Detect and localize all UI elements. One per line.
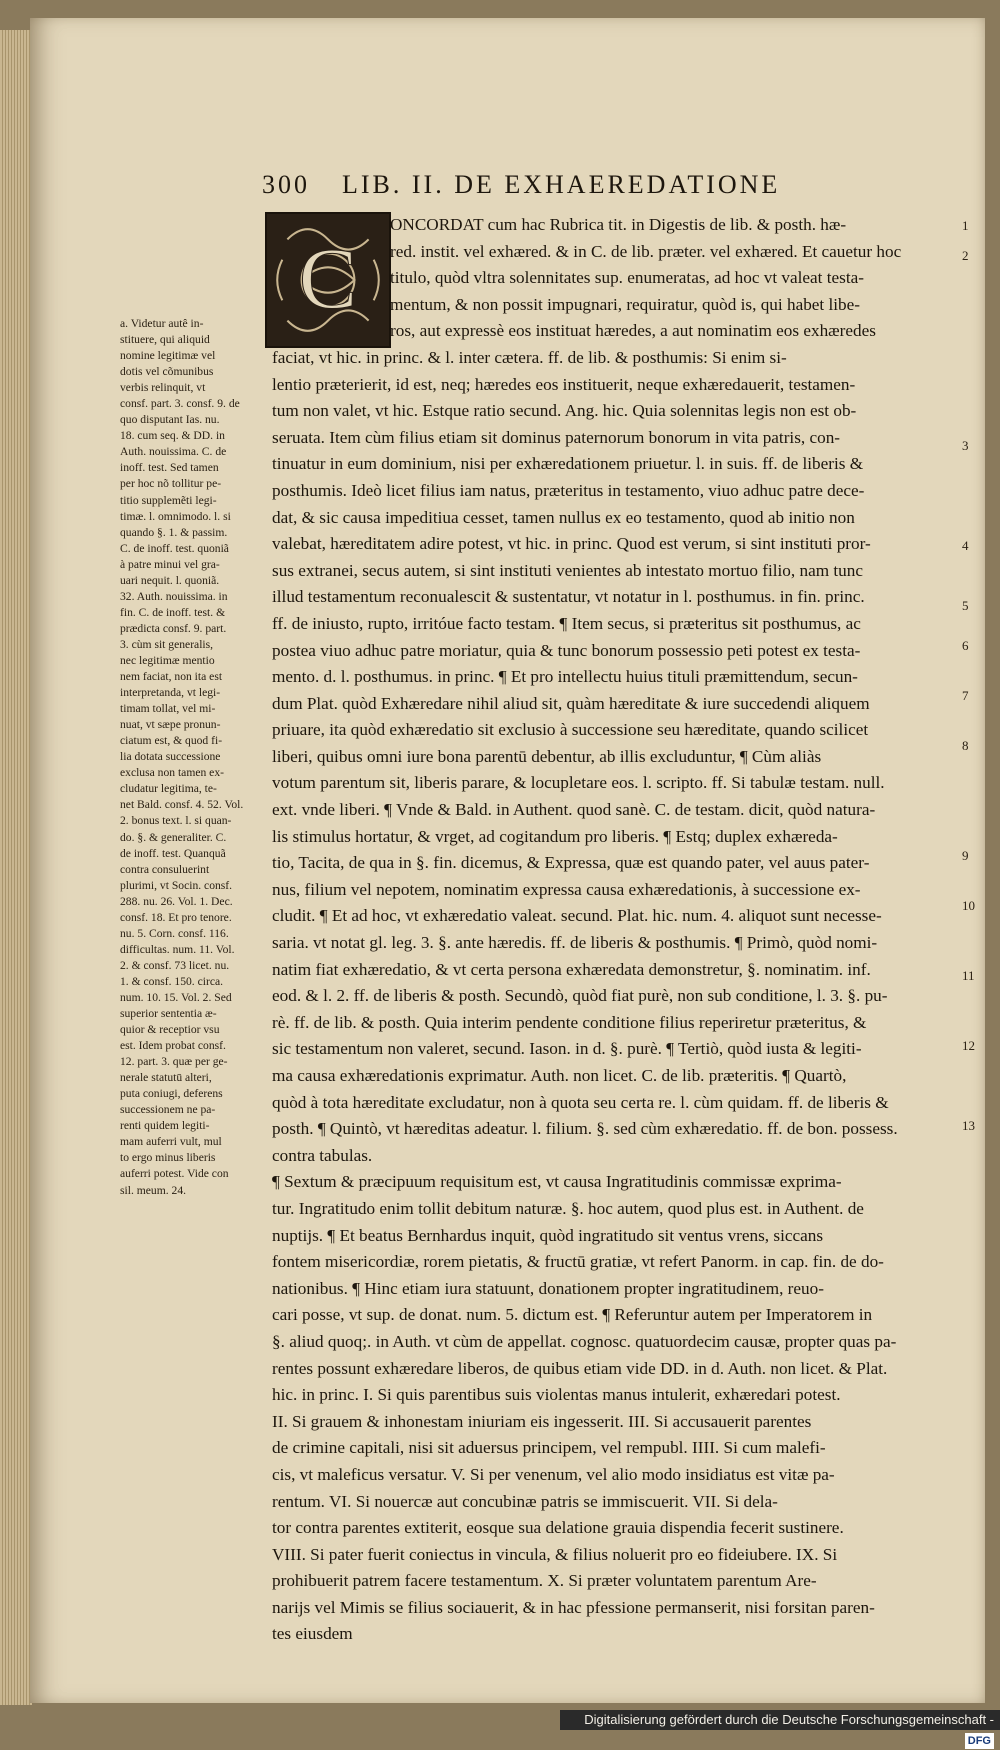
- margin-note-line: nem faciat, non ita est: [120, 670, 223, 684]
- text-line: seruata. Item cùm filius etiam sit dominus paternorum bonorum in vita patris, con-: [272, 427, 841, 447]
- text-line: priuare, ita quòd exhæredatio sit exclusio à successione seu hæreditate, quando scilicet: [272, 720, 869, 740]
- margin-note-line: renti quidem legiti-: [120, 1119, 210, 1133]
- margin-note-line: Auth. nouissima. C. de: [120, 445, 227, 459]
- margin-note-line: successionem ne pa-: [120, 1103, 216, 1117]
- margin-note-line: timam tollat, vel mi-: [120, 702, 216, 716]
- margin-number: 6: [962, 638, 969, 653]
- margin-note-line: to ergo minus liberis: [120, 1151, 216, 1165]
- margin-note-line: stituere, qui aliquid: [120, 333, 210, 347]
- text-line: cari posse, vt sup. de donat. num. 5. dictum est. ¶ Referuntur autem per Imperatorem in: [272, 1305, 873, 1325]
- margin-note: [120, 316, 270, 1199]
- margin-note-line: prædicta consf. 9. part.: [120, 621, 227, 635]
- text-line: saria. vt notat gl. leg. 3. §. ante hæredis. ff. de liberis & posthumis. ¶ Primò, quòd nomi-: [272, 933, 878, 953]
- text-line: ¶ Sextum & præcipuum requisitum est, vt causa Ingratitudinis commissæ exprima-: [272, 1172, 842, 1192]
- margin-number: 13: [962, 1118, 975, 1133]
- margin-note-line: C. de inoff. test. quoniã: [120, 541, 229, 555]
- text-line: dat, & sic causa impeditiua cesset, tamen nullus ex eo testamento, quod ab initio non: [272, 507, 855, 527]
- margin-number: 11: [962, 968, 975, 983]
- margin-number: 8: [962, 738, 969, 753]
- text-line: ros, aut expressè eos instituat hæredes, a aut nominatim eos exhæredes: [390, 321, 876, 341]
- margin-number: 4: [962, 538, 969, 553]
- margin-note-line: 18. cum seq. & DD. in: [120, 429, 225, 443]
- text-line: tinuatur in eum dominium, nisi per exhæredationem priuetur. l. in suis. ff. de liberis &: [272, 454, 864, 474]
- book-edge: [0, 30, 32, 1705]
- text-line: tor contra parentes extiterit, eosque sua delatione grauia dispendia fecerit sustinere.: [272, 1518, 844, 1538]
- text-line: rentes possunt exhæredare liberos, de quibus etiam vide DD. in d. Auth. non licet. & Plat.: [272, 1358, 888, 1378]
- margin-note-line: verbis relinquit, vt: [120, 381, 206, 395]
- margin-note-line: 1. & consf. 150. circa.: [120, 974, 224, 988]
- text-line: II. Si grauem & inhonestam iniuriam eis ingesserit. III. Si accusauerit parentes: [272, 1411, 812, 1431]
- margin-note-line: nomine legitimæ vel: [120, 349, 216, 363]
- text-line: tio, Tacita, de qua in §. fin. dicemus, & Expressa, quæ est quando pater, vel auus pater-: [272, 853, 870, 873]
- margin-note-line: superior sententia æ-: [120, 1007, 217, 1021]
- margin-note-line: 3. cùm sit generalis,: [120, 637, 214, 651]
- footer-text: Digitalisierung gefördert durch die Deutsche Forschungsgemeinschaft -: [584, 1712, 994, 1727]
- margin-note-line: sil. meum. 24.: [120, 1183, 187, 1197]
- text-line: lis stimulus hortatur, & vrget, ad cogitandum pro liberis. ¶ Estq; duplex exhæreda-: [272, 826, 838, 846]
- running-head: LIB. II. DE EXHAEREDATIONE: [342, 170, 781, 199]
- margin-number: 10: [962, 898, 975, 913]
- text-line: tes eiusdem: [272, 1624, 353, 1644]
- margin-number: 12: [962, 1038, 975, 1053]
- main-text: [272, 212, 972, 1648]
- text-line: tum non valet, vt hic. Estque ratio secund. Ang. hic. Quia solennitas legis non est ob-: [272, 401, 857, 421]
- text-line: faciat, vt hic. in princ. & l. inter cætera. ff. de lib. & posthumis: Si enim si-: [272, 347, 787, 367]
- dfg-logo: DFG: [965, 1733, 994, 1749]
- text-line: eod. & l. 2. ff. de liberis & posth. Secundò, quòd fiat purè, non sub conditione, l. 3. §. pu-: [272, 986, 888, 1006]
- margin-note-line: interpretanda, vt legi-: [120, 686, 221, 700]
- margin-note-line: ciatum est, & quod fi-: [120, 734, 223, 748]
- text-line: posthumis. Ideò licet filius iam natus, præteritus in testamento, viuo adhuc patre dece-: [272, 480, 865, 500]
- text-line: hic. in princ. I. Si quis parentibus suis violentas manus intulerit, exhæredari potest.: [272, 1385, 841, 1405]
- margin-note-line: inoff. test. Sed tamen: [120, 461, 219, 475]
- margin-note-line: à patre minui vel gra-: [120, 557, 220, 571]
- text-line: natim fiat exhæredatio, & vt certa persona exhæredata demonstretur, §. nominatim. inf.: [272, 959, 871, 979]
- margin-number: 9: [962, 848, 969, 863]
- margin-note-line: a. Videtur autê in-: [120, 317, 204, 330]
- margin-note-line: quo disputant Ias. nu.: [120, 413, 220, 427]
- margin-note-line: auferri potest. Vide con: [120, 1167, 229, 1181]
- text-line: sus extranei, secus autem, si sint instituti venientes ab intestato mortuo filio, nam tunc: [272, 560, 863, 580]
- margin-number: 2: [962, 248, 969, 263]
- margin-note-line: 2. bonus text. l. si quan-: [120, 814, 232, 828]
- margin-note-line: nerale statutū alteri,: [120, 1071, 212, 1085]
- margin-note-line: fin. C. de inoff. test. &: [120, 605, 226, 619]
- page-header: [262, 170, 862, 208]
- margin-number: 3: [962, 438, 969, 453]
- text-line: ff. de iniusto, rupto, irritóue facto testam. ¶ Item secus, si præteritus sit posthumus, ac: [272, 613, 861, 633]
- margin-note-line: lia dotata successione: [120, 750, 221, 764]
- margin-number: 5: [962, 598, 969, 613]
- margin-note-line: 288. nu. 26. Vol. 1. Dec.: [120, 894, 233, 908]
- margin-note-line: puta coniugi, deferens: [120, 1087, 223, 1101]
- margin-note-line: plurimi, vt Socin. consf.: [120, 878, 233, 892]
- text-line: lentio præterierit, id est, neq; hæredes eos instituerit, neque exhæredauerit, testamen-: [272, 374, 856, 394]
- text-line: liberi, quibus omni iure bona parentū debentur, ab illis excluduntur, ¶ Cùm aliàs: [272, 746, 822, 766]
- text-line: red. instit. vel exhæred. & in C. de lib. præter. vel exhæred. Et cauetur hoc: [390, 241, 902, 261]
- text-line: posth. ¶ Quintò, vt hæreditas adeatur. l. filium. §. sed cùm exhæredatio. ff. de bon. possess.: [272, 1119, 898, 1139]
- margin-note-line: consf. part. 3. consf. 9. de: [120, 397, 240, 411]
- text-line: nuptijs. ¶ Et beatus Bernhardus inquit, quòd ingratitudo sit ventus vrens, siccans: [272, 1225, 824, 1245]
- text-line: rè. ff. de lib. & posth. Quia interim pendente conditione filius reperiretur præteritus, &: [272, 1012, 867, 1032]
- text-line: cludit. ¶ Et ad hoc, vt exhæredatio valeat. secund. Plat. hic. num. 4. aliquot sunt necesse-: [272, 906, 882, 926]
- margin-note-line: do. §. & generaliter. C.: [120, 830, 227, 844]
- footer-credit: [560, 1710, 1000, 1747]
- margin-note-line: titio supplemẽti legi-: [120, 493, 217, 507]
- text-line: valebat, hæreditatem adire potest, vt hic. in princ. Quod est verum, si sint instituti pror-: [272, 534, 871, 554]
- margin-note-line: nec legitimæ mentio: [120, 653, 215, 667]
- margin-note-line: dotis vel cõmunibus: [120, 365, 214, 379]
- text-line: ma causa exhæredationis exprimatur. Auth. non licet. C. de lib. præteritis. ¶ Quartò,: [272, 1066, 847, 1085]
- text-line: sic testamentum non valeret, secund. Iason. in d. §. purè. ¶ Tertiò, quòd iusta & legiti-: [272, 1039, 862, 1059]
- margin-note-line: uari nequit. l. quoniã.: [120, 573, 220, 587]
- margin-note-line: quando §. 1. & passim.: [120, 525, 228, 539]
- text-line: mentum, & non possit impugnari, requiratur, quòd is, qui habet libe-: [390, 294, 860, 314]
- text-line: prohibuerit patrem facere testamentum. X. Si præter voluntatem parentum Are-: [272, 1571, 817, 1591]
- margin-note-line: exclusa non tamen ex-: [120, 766, 224, 780]
- margin-note-line: 12. part. 3. quæ per ge-: [120, 1055, 228, 1069]
- text-line: rentum. VI. Si nouercæ aut concubinæ patris se immiscuerit. VII. Si dela-: [272, 1491, 778, 1511]
- margin-note-line: difficultas. num. 11. Vol.: [120, 942, 235, 956]
- page-number: 300: [262, 170, 310, 199]
- margin-note-line: nuat, vt sæpe pronun-: [120, 718, 221, 732]
- text-line: ONCORDAT cum hac Rubrica tit. in Digestis de lib. & posth. hæ-: [390, 215, 847, 234]
- text-line: votum parentum sit, liberis parare, & locupletare eos. l. scripto. ff. Si tabulæ testam. null.: [272, 773, 885, 793]
- drop-cap-letter: C: [298, 229, 358, 327]
- text-line: tur. Ingratitudo enim tollit debitum naturæ. §. hoc autem, quod plus est. in Authent. de: [272, 1198, 864, 1218]
- text-line: VIII. Si pater fuerit coniectus in vincula, & filius noluerit pro eo fideiubere. IX. Si: [272, 1544, 838, 1564]
- text-line: de crimine capitali, nisi sit aduersus principem, vel rempubl. IIII. Si cum malefi-: [272, 1438, 826, 1458]
- text-line: contra tabulas.: [272, 1145, 373, 1165]
- margin-note-line: num. 10. 15. Vol. 2. Sed: [120, 990, 232, 1004]
- margin-note-line: 2. & consf. 73 licet. nu.: [120, 958, 230, 972]
- text-line: narijs vel Mimis se filius sociauerit, & in hac pfessione permanserit, nisi forsitan paren-: [272, 1597, 875, 1617]
- margin-note-line: contra consuluerint: [120, 862, 210, 876]
- margin-note-line: 32. Auth. nouissima. in: [120, 589, 228, 603]
- text-line: nationibus. ¶ Hinc etiam iura statuunt, donationem propter ingratitudinem, reuo-: [272, 1278, 824, 1298]
- margin-note-line: per hoc nõ tollitur pe-: [120, 477, 222, 491]
- margin-note-line: nu. 5. Corn. consf. 116.: [120, 926, 229, 940]
- text-line: fontem misericordiæ, rorem pietatis, & fructū gratiæ, vt refert Panorm. in cap. fin. de do-: [272, 1252, 884, 1272]
- margin-note-line: de inoff. test. Quanquã: [120, 846, 226, 860]
- text-line: mento. d. l. posthumus. in princ. ¶ Et pro intellectu huius tituli præmittendum, secun-: [272, 667, 858, 687]
- margin-note-line: mam auferri vult, mul: [120, 1135, 222, 1149]
- margin-number: 7: [962, 688, 969, 703]
- margin-note-line: est. Idem probat consf.: [120, 1039, 226, 1053]
- text-line: illud testamentum reconualescit & sustentatur, vt notatur in l. posthumus. in fin. princ.: [272, 587, 865, 607]
- margin-note-line: net Bald. consf. 4. 52. Vol.: [120, 798, 244, 812]
- text-line: ext. vnde liberi. ¶ Vnde & Bald. in Authent. quod sanè. C. de testam. dicit, quòd natura-: [272, 800, 876, 820]
- text-line: nus, filium vel nepotem, nominatim expressa causa exhæredationis, à successione ex-: [272, 879, 861, 899]
- margin-number: 1: [962, 218, 969, 233]
- margin-note-line: cludatur legitima, te-: [120, 782, 217, 796]
- margin-note-line: timæ. l. omnimodo. l. si: [120, 509, 231, 523]
- margin-note-line: consf. 18. Et pro tenore.: [120, 910, 232, 924]
- text-line: quòd à tota hæreditate excludatur, non à quota seu certa re. l. cùm quidam. ff. de liberis &: [272, 1092, 889, 1112]
- text-line: dum Plat. quòd Exhæredare nihil aliud sit, quàm hæreditate & iure succedendi aliquem: [272, 693, 870, 713]
- text-line: cis, vt maleficus versatur. V. Si per venenum, vel alio modo insidiatus est vitæ pa-: [272, 1464, 835, 1484]
- text-line: §. aliud quoq;. in Auth. vt cùm de appellat. cognosc. quatuordecim causæ, propter quas pa-: [272, 1331, 897, 1351]
- text-line: titulo, quòd vltra solennitates sup. enumeratas, ad hoc vt valeat testa-: [390, 268, 864, 288]
- margin-note-line: quior & receptior vsu: [120, 1023, 220, 1037]
- text-line: postea viuo adhuc patre moriatur, quia & tunc bonorum possessio peti potest ex testa-: [272, 640, 861, 660]
